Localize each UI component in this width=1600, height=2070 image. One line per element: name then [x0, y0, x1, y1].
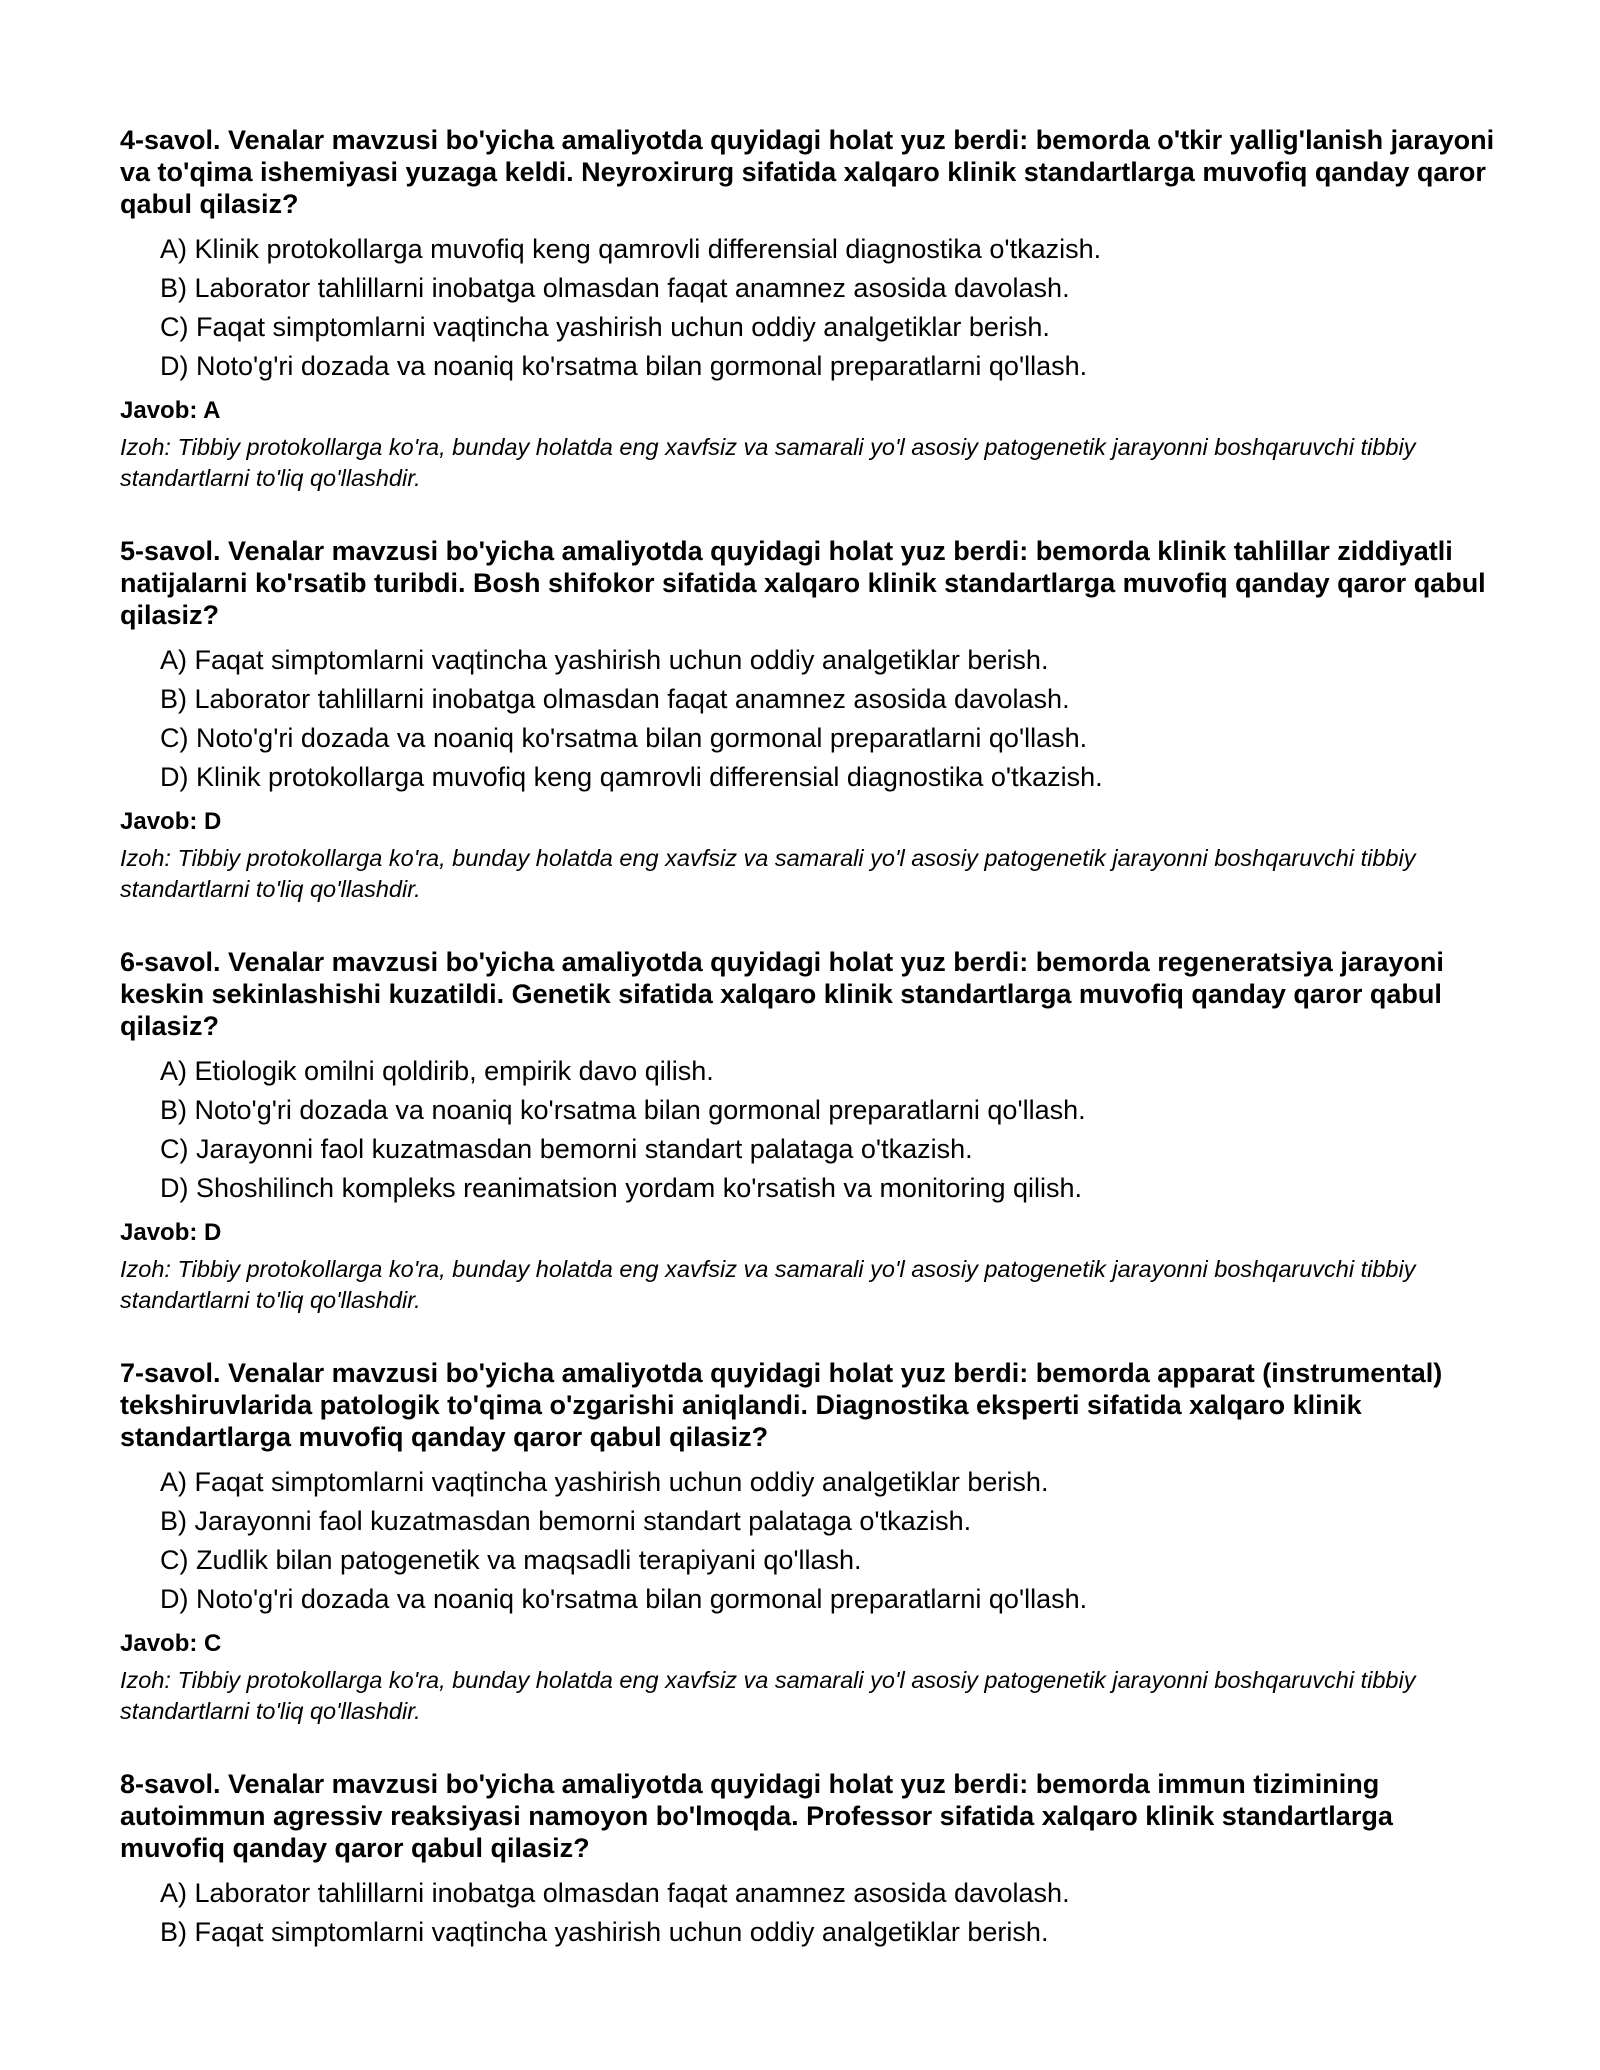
question-5 [120, 535, 1500, 905]
explanation-text: Izoh: Tibbiy protokollarga ko'ra, bunday holatda eng xavfsiz va samarali yo'l asosiy patogenetik jarayonni boshqaruvchi tibbiy standartlarni to'liq qo'llashdir. [120, 845, 1416, 902]
option-c: C) Noto'g'ri dozada va noaniq ko'rsatma bilan gormonal preparatlarni qo'llash. [160, 723, 1088, 753]
option-d: D) Klinik protokollarga muvofiq keng qamrovli differensial diagnostika o'tkazish. [160, 762, 1103, 792]
question-title: 6-savol. Venalar mavzusi bo'yicha amaliyotda quyidagi holat yuz berdi: bemorda regeneratsiya jarayoni keskin sekinlashishi kuzatildi. Genetik sifatida xalqaro klinik standartlarga muvofiq qanday qaror qabul qilasiz? [120, 947, 1444, 1041]
option-b: B) Noto'g'ri dozada va noaniq ko'rsatma bilan gormonal preparatlarni qo'llash. [160, 1095, 1086, 1125]
question-title: 8-savol. Venalar mavzusi bo'yicha amaliyotda quyidagi holat yuz berdi: bemorda immun tizimining autoimmun agressiv reaksiyasi namoyon bo'lmoqda. Professor sifatida xalqaro klinik standartlarga muvofiq qanday qaror qabul qilasiz? [120, 1769, 1393, 1863]
question-6 [120, 946, 1500, 1316]
question-title: 7-savol. Venalar mavzusi bo'yicha amaliyotda quyidagi holat yuz berdi: bemorda apparat (instrumental) tekshiruvlarida patologik to'qima o'zgarishi aniqlandi. Diagnostika eksperti sifatida xalqaro klinik standartlarga muvofiq qanday qaror qabul qilasiz? [120, 1358, 1443, 1452]
option-d: D) Noto'g'ri dozada va noaniq ko'rsatma bilan gormonal preparatlarni qo'llash. [160, 1584, 1088, 1614]
answer-label: Javob: A [120, 397, 221, 424]
option-a: A) Laborator tahlillarni inobatga olmasdan faqat anamnez asosida davolash. [160, 1878, 1070, 1908]
question-7 [120, 1357, 1500, 1727]
option-a: A) Etiologik omilni qoldirib, empirik davo qilish. [160, 1056, 714, 1086]
answer-options [120, 230, 1500, 386]
answer-options [120, 1874, 1500, 1952]
question-title: 4-savol. Venalar mavzusi bo'yicha amaliyotda quyidagi holat yuz berdi: bemorda o'tkir yallig'lanish jarayoni va to'qima ishemiyasi yuzaga keldi. Neyroxirurg sifatida xalqaro klinik standartlarga muvofiq qanday qaror qabul qilasiz? [120, 125, 1495, 219]
option-d: D) Shoshilinch kompleks reanimatsion yordam ko'rsatish va monitoring qilish. [160, 1173, 1083, 1203]
option-b: B) Laborator tahlillarni inobatga olmasdan faqat anamnez asosida davolash. [160, 273, 1070, 303]
document-page [120, 124, 1500, 1993]
option-a: A) Faqat simptomlarni vaqtincha yashirish uchun oddiy analgetiklar berish. [160, 645, 1049, 675]
option-c: C) Faqat simptomlarni vaqtincha yashirish uchun oddiy analgetiklar berish. [160, 312, 1050, 342]
question-8 [120, 1768, 1500, 1952]
explanation-text: Izoh: Tibbiy protokollarga ko'ra, bunday holatda eng xavfsiz va samarali yo'l asosiy patogenetik jarayonni boshqaruvchi tibbiy standartlarni to'liq qo'llashdir. [120, 1667, 1416, 1724]
explanation-text: Izoh: Tibbiy protokollarga ko'ra, bunday holatda eng xavfsiz va samarali yo'l asosiy patogenetik jarayonni boshqaruvchi tibbiy standartlarni to'liq qo'llashdir. [120, 1256, 1416, 1313]
answer-label: Javob: D [120, 1219, 222, 1246]
option-b: B) Faqat simptomlarni vaqtincha yashirish uchun oddiy analgetiklar berish. [160, 1917, 1049, 1947]
explanation-text: Izoh: Tibbiy protokollarga ko'ra, bunday holatda eng xavfsiz va samarali yo'l asosiy patogenetik jarayonni boshqaruvchi tibbiy standartlarni to'liq qo'llashdir. [120, 434, 1416, 491]
answer-label: Javob: C [120, 1630, 222, 1657]
option-a: A) Faqat simptomlarni vaqtincha yashirish uchun oddiy analgetiklar berish. [160, 1467, 1049, 1497]
question-title: 5-savol. Venalar mavzusi bo'yicha amaliyotda quyidagi holat yuz berdi: bemorda klinik tahlillar ziddiyatli natijalarni ko'rsatib turibdi. Bosh shifokor sifatida xalqaro klinik standartlarga muvofiq qanday qaror qabul qilasiz? [120, 536, 1486, 630]
question-4 [120, 124, 1500, 494]
answer-label: Javob: D [120, 808, 222, 835]
answer-options [120, 641, 1500, 797]
option-b: B) Jarayonni faol kuzatmasdan bemorni standart palataga o'tkazish. [160, 1506, 972, 1536]
answer-options [120, 1463, 1500, 1619]
option-a: A) Klinik protokollarga muvofiq keng qamrovli differensial diagnostika o'tkazish. [160, 234, 1102, 264]
answer-options [120, 1052, 1500, 1208]
option-c: C) Jarayonni faol kuzatmasdan bemorni standart palataga o'tkazish. [160, 1134, 973, 1164]
option-d: D) Noto'g'ri dozada va noaniq ko'rsatma bilan gormonal preparatlarni qo'llash. [160, 351, 1088, 381]
option-c: C) Zudlik bilan patogenetik va maqsadli terapiyani qo'llash. [160, 1545, 862, 1575]
option-b: B) Laborator tahlillarni inobatga olmasdan faqat anamnez asosida davolash. [160, 684, 1070, 714]
